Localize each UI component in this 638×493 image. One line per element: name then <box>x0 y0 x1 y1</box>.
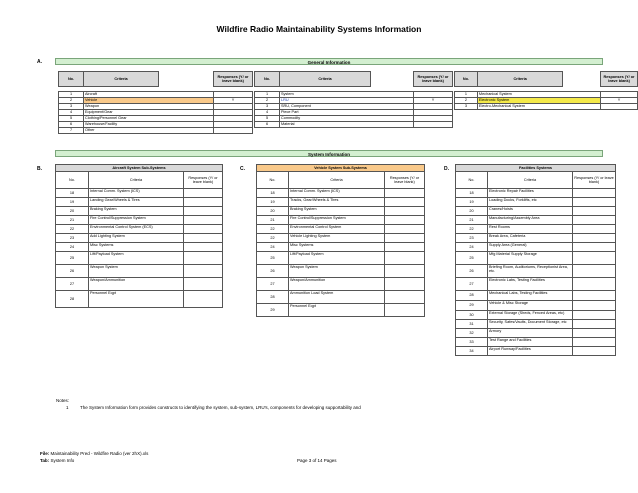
sectionB-table <box>55 164 223 308</box>
row-response <box>214 128 253 134</box>
row-number: 33 <box>456 338 488 347</box>
row-criteria: Tracks, Gear/Wheels & Tires <box>289 198 385 207</box>
row-criteria: Environmental Control System (ECS) <box>89 225 184 234</box>
table-row <box>456 265 616 278</box>
row-number: 1 <box>255 92 280 98</box>
table-row <box>56 189 223 198</box>
table-row <box>56 207 223 216</box>
sectionD-table <box>455 164 616 356</box>
row-number: 19 <box>456 198 488 207</box>
row-response <box>414 122 453 128</box>
row-number: 25 <box>456 252 488 265</box>
row-response <box>573 265 616 278</box>
row-number: 29 <box>456 301 488 311</box>
row-criteria: Cranes/Hoists <box>488 207 573 216</box>
footer-page-number: Page 3 of 14 Pages <box>297 458 337 463</box>
row-criteria: Security, Safes/Vaults, Document Storage, etc <box>488 320 573 329</box>
criteria-extension <box>563 104 601 110</box>
column-header: Responses (Y/ or leave blank) <box>214 72 253 87</box>
row-number: 26 <box>56 265 89 278</box>
row-number: 27 <box>456 278 488 291</box>
column-header: Responses (Y/ or leave blank) <box>601 72 638 87</box>
row-criteria: LRU <box>280 98 371 104</box>
facilities-systems-table <box>455 164 616 356</box>
row-number: 6 <box>59 122 84 128</box>
row-criteria: Mechanical Labs, Testing Facilities <box>488 291 573 301</box>
row-number: 22 <box>56 225 89 234</box>
row-criteria: Fire Control/Suppression System <box>89 216 184 225</box>
row-response <box>573 234 616 243</box>
table-row <box>56 225 223 234</box>
row-number: 3 <box>455 104 478 110</box>
row-response <box>601 104 638 110</box>
table-header-row <box>257 172 425 189</box>
row-response: Y <box>601 98 638 104</box>
row-number: 25 <box>56 252 89 265</box>
table-header-row <box>59 72 253 87</box>
row-criteria: Clothing/Personnel Gear <box>84 116 159 122</box>
row-response <box>184 216 223 225</box>
row-response <box>385 189 425 198</box>
row-response <box>184 265 223 278</box>
row-response <box>573 216 616 225</box>
row-criteria: Weapon/Ammunition <box>89 278 184 291</box>
row-criteria: Airport Runway/Facilities <box>488 347 573 356</box>
row-criteria: Supply Area (General) <box>488 243 573 252</box>
row-response <box>184 291 223 308</box>
table-row <box>56 291 223 308</box>
footer-tab-value: System Info <box>50 458 75 463</box>
row-response: Y <box>214 98 253 104</box>
column-header: No. <box>255 72 280 87</box>
notes-label: Notes: <box>56 398 70 403</box>
row-response <box>385 225 425 234</box>
sectionC-table <box>256 164 425 317</box>
row-criteria: Rest Rooms <box>488 225 573 234</box>
row-criteria: Loading Docks, Forklifts, etc <box>488 198 573 207</box>
table-row <box>257 243 425 252</box>
general-table-1 <box>58 71 253 134</box>
subsystem-title: Vehicle System Sub-Systems <box>257 165 425 172</box>
row-number: 5 <box>255 116 280 122</box>
spacer-cell <box>563 72 601 87</box>
row-criteria: Weapon/Ammunition <box>289 278 385 291</box>
footer-file-value: Maintainability Pred - Wildfire Radio (ver 2hX).xls <box>50 451 149 456</box>
table-header-row <box>56 172 223 189</box>
spacer-cell <box>371 72 414 87</box>
row-criteria: Briefing Room, Auditoriums, Receptionist Area, etc. <box>488 265 573 278</box>
general-information-bar: General Information <box>55 58 603 65</box>
row-criteria: Mechanical System <box>477 92 562 98</box>
column-header: No. <box>257 172 289 189</box>
row-criteria: Vehicle Lighting System <box>289 234 385 243</box>
row-response: Y <box>414 98 453 104</box>
column-header: No. <box>455 72 478 87</box>
row-criteria: Armory <box>488 329 573 338</box>
footer-file-label: File: <box>40 451 50 456</box>
row-number: 26 <box>257 265 289 278</box>
row-number: 28 <box>257 291 289 304</box>
table-row <box>456 338 616 347</box>
row-response <box>184 252 223 265</box>
table-row <box>56 252 223 265</box>
table-row <box>456 189 616 198</box>
row-number: 34 <box>456 347 488 356</box>
aircraft-subsystems-table <box>55 164 223 308</box>
row-criteria: Electronic Repair Facilities <box>488 189 573 198</box>
row-number: 1 <box>59 92 84 98</box>
section-c-letter: C. <box>240 166 245 172</box>
row-criteria: Equipment/Gear <box>84 110 159 116</box>
row-response <box>573 347 616 356</box>
row-criteria: Misc Systems <box>89 243 184 252</box>
row-number: 19 <box>56 198 89 207</box>
row-number: 2 <box>255 98 280 104</box>
row-number: 20 <box>56 207 89 216</box>
table-row <box>456 329 616 338</box>
row-criteria: Electronic Labs, Testing Facilities <box>488 278 573 291</box>
row-criteria: Misc Systems <box>289 243 385 252</box>
column-header: Criteria <box>477 72 562 87</box>
column-header: No. <box>456 172 488 189</box>
row-number: 30 <box>456 311 488 320</box>
table-row <box>456 252 616 265</box>
row-criteria: Mfg Material Supply Storage <box>488 252 573 265</box>
section-d-letter: D. <box>444 166 449 172</box>
row-criteria: Weapon System <box>289 265 385 278</box>
row-number: 2 <box>59 98 84 104</box>
row-number: 3 <box>255 104 280 110</box>
row-response <box>573 291 616 301</box>
row-response <box>184 243 223 252</box>
row-criteria: Vehicle & Misc Storage <box>488 301 573 311</box>
table-row <box>456 311 616 320</box>
table-row <box>456 320 616 329</box>
row-criteria: Vehicle <box>84 98 159 104</box>
table-row <box>456 301 616 311</box>
row-number: 4 <box>59 110 84 116</box>
general-table <box>58 71 253 134</box>
row-response <box>385 216 425 225</box>
column-header: Responses (Y/ or leave blank) <box>573 172 616 189</box>
row-criteria: External Storage (Sheds, Fenced Areas, etc) <box>488 311 573 320</box>
column-header: Responses (Y/ or leave blank) <box>184 172 223 189</box>
vehicle-subsystems-table <box>256 164 425 317</box>
row-number: 24 <box>257 243 289 252</box>
table-row <box>456 198 616 207</box>
column-header: Criteria <box>89 172 184 189</box>
subtitle-row <box>456 165 616 172</box>
row-number: 22 <box>257 234 289 243</box>
table-row <box>56 278 223 291</box>
note-text: The System Information form provides constructs to identifying the system, sub-system, LRU's, components for developing supportability and <box>80 405 361 410</box>
row-number: 28 <box>56 291 89 308</box>
table-row <box>257 278 425 291</box>
row-response <box>573 301 616 311</box>
row-criteria: Fire Control/Suppression System <box>289 216 385 225</box>
column-header: No. <box>56 172 89 189</box>
column-header: Criteria <box>280 72 371 87</box>
row-criteria: Lift/Payload System <box>89 252 184 265</box>
row-criteria: Personnel Eqpt <box>289 304 385 317</box>
column-header: No. <box>59 72 84 87</box>
spacer-cell <box>159 72 214 87</box>
table-row <box>456 278 616 291</box>
row-response <box>184 207 223 216</box>
section-a-letter: A. <box>37 59 42 65</box>
table-header-row <box>255 72 453 87</box>
table-row <box>257 265 425 278</box>
row-response <box>573 252 616 265</box>
table-row <box>257 225 425 234</box>
criteria-extension <box>371 122 414 128</box>
row-response <box>573 311 616 320</box>
row-number: 2 <box>455 98 478 104</box>
criteria-extension <box>159 128 214 134</box>
row-criteria: Braking System <box>89 207 184 216</box>
row-criteria: Internal Comm. System (ICS) <box>89 189 184 198</box>
table-row <box>456 234 616 243</box>
table-row <box>257 304 425 317</box>
row-number: 29 <box>257 304 289 317</box>
row-number: 23 <box>456 234 488 243</box>
row-response <box>385 243 425 252</box>
subtitle-row <box>56 165 223 172</box>
system-information-bar: System Information <box>55 150 603 157</box>
row-criteria: Test Range and Facilities <box>488 338 573 347</box>
row-number: 4 <box>255 110 280 116</box>
general-table-2 <box>254 71 453 128</box>
row-response <box>385 278 425 291</box>
row-number: 31 <box>456 320 488 329</box>
column-header: Responses (Y/ or leave blank) <box>385 172 425 189</box>
row-criteria: Environmental Control System <box>289 225 385 234</box>
row-number: 21 <box>456 216 488 225</box>
row-response <box>385 304 425 317</box>
row-number: 23 <box>56 234 89 243</box>
row-number: 19 <box>257 198 289 207</box>
row-response <box>573 243 616 252</box>
row-number: 26 <box>456 265 488 278</box>
column-header: Responses (Y/ or leave blank) <box>414 72 453 87</box>
table-row <box>456 216 616 225</box>
row-criteria: Piece Part <box>280 110 371 116</box>
table-row <box>255 122 453 128</box>
section-b-letter: B. <box>37 166 42 172</box>
general-table-3 <box>454 71 638 110</box>
row-number: 22 <box>456 225 488 234</box>
row-response <box>184 234 223 243</box>
row-number: 7 <box>59 128 84 134</box>
row-response <box>184 189 223 198</box>
column-header: Criteria <box>84 72 159 87</box>
table-row <box>456 225 616 234</box>
table-row <box>456 347 616 356</box>
table-row <box>56 243 223 252</box>
row-number: 18 <box>257 189 289 198</box>
row-criteria: Weapon <box>84 104 159 110</box>
row-criteria: Break Area, Cafeteria <box>488 234 573 243</box>
row-number: 21 <box>257 216 289 225</box>
row-number: 22 <box>257 225 289 234</box>
table-row <box>257 252 425 265</box>
row-response <box>385 234 425 243</box>
row-response <box>573 225 616 234</box>
row-criteria: Material <box>280 122 371 128</box>
row-criteria: Personnel Eqpt <box>89 291 184 308</box>
table-row <box>257 189 425 198</box>
row-criteria: Weapon System <box>89 265 184 278</box>
table-row <box>257 234 425 243</box>
general-table <box>454 71 638 110</box>
table-row <box>456 207 616 216</box>
subsystem-title: Facilities Systems <box>456 165 616 172</box>
row-response <box>385 252 425 265</box>
row-number: 24 <box>56 243 89 252</box>
note-number: 1 <box>66 405 69 410</box>
subtitle-row <box>257 165 425 172</box>
table-row <box>56 234 223 243</box>
row-response <box>385 207 425 216</box>
row-number: 27 <box>257 278 289 291</box>
row-response <box>573 189 616 198</box>
row-number: 27 <box>56 278 89 291</box>
table-row <box>56 265 223 278</box>
row-response <box>184 278 223 291</box>
table-row <box>257 291 425 304</box>
row-number: 28 <box>456 291 488 301</box>
row-response <box>184 198 223 207</box>
row-criteria: Internal Comm. System (ICS) <box>289 189 385 198</box>
row-response <box>573 338 616 347</box>
table-row <box>257 207 425 216</box>
row-number: 18 <box>456 189 488 198</box>
row-number: 5 <box>59 116 84 122</box>
row-criteria: Add Lighting System <box>89 234 184 243</box>
row-number: 20 <box>257 207 289 216</box>
page-title: Wildfire Radio Maintainability Systems Information <box>216 24 422 34</box>
row-response <box>573 329 616 338</box>
row-number: 21 <box>56 216 89 225</box>
general-table <box>254 71 453 128</box>
row-criteria: Electro-Mechanical System <box>477 104 562 110</box>
row-criteria: System <box>280 92 371 98</box>
table-row <box>59 128 253 134</box>
table-header-row <box>455 72 638 87</box>
table-row <box>257 216 425 225</box>
subsystem-title: Aircraft System Sub-Systems <box>56 165 223 172</box>
row-response <box>573 320 616 329</box>
footer-tab-label: Tab: <box>40 458 50 463</box>
row-number: 6 <box>255 122 280 128</box>
row-criteria: Other <box>84 128 159 134</box>
row-response <box>573 198 616 207</box>
table-row <box>456 243 616 252</box>
row-number: 24 <box>456 243 488 252</box>
row-response <box>573 278 616 291</box>
row-criteria: SRU, Component <box>280 104 371 110</box>
row-number: 18 <box>56 189 89 198</box>
table-row <box>456 291 616 301</box>
row-criteria: Electronic System <box>477 98 562 104</box>
table-row <box>56 216 223 225</box>
row-criteria: Lift/Payload System <box>289 252 385 265</box>
table-row <box>455 104 638 110</box>
row-response <box>385 291 425 304</box>
table-header-row <box>456 172 616 189</box>
table-row <box>257 198 425 207</box>
row-response <box>184 225 223 234</box>
row-criteria: Manufacturing/Assembly Area <box>488 216 573 225</box>
row-criteria: Landing Gear/Wheels & Tires <box>89 198 184 207</box>
row-criteria: Commodity <box>280 116 371 122</box>
row-criteria: Warehouse/Facility <box>84 122 159 128</box>
row-criteria: Ammunition Load System <box>289 291 385 304</box>
row-number: 3 <box>59 104 84 110</box>
table-row <box>56 198 223 207</box>
column-header: Criteria <box>488 172 573 189</box>
row-response <box>385 265 425 278</box>
column-header: Criteria <box>289 172 385 189</box>
row-number: 20 <box>456 207 488 216</box>
row-number: 25 <box>257 252 289 265</box>
row-criteria: Braking System <box>289 207 385 216</box>
row-number: 32 <box>456 329 488 338</box>
row-number: 1 <box>455 92 478 98</box>
row-response <box>573 207 616 216</box>
row-response <box>385 198 425 207</box>
row-criteria: Aircraft <box>84 92 159 98</box>
